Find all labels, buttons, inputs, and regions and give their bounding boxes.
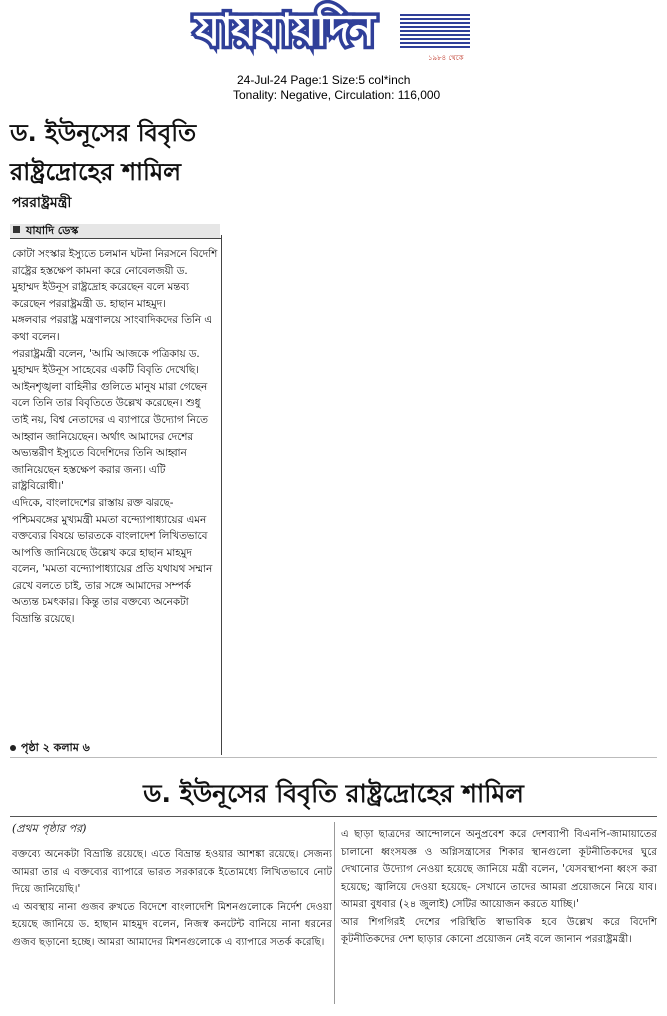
section-divider [10,757,657,758]
newspaper-logo: যায়যায়দিন [195,5,374,56]
continuation-left-column [12,846,332,951]
continuation-right-column [341,826,657,949]
continuation-paragraph: এ ছাড়া ছাত্রদের আন্দোলনে অনুপ্রবেশ করে দেশব্যাপী বিএনপি-জামায়াতের চালানো ধ্বংসযজ্ঞ ও অগ্নিসন্ত্রাসের শিকার স্থানগুলো কূটনীতিকদের ঘুরে দেখানোর উদ্যোগ নেওয়া হয়েছে জানিয়ে মন্ত্রী বলেন, 'যেসবস্থাপনা ধ্বংস করা হয়েছে; জ্বালিয়ে দেওয়া হয়েছে- সেখানে তাদের আমরা প্রয়োজনে নিয়ে যাব। আমরা বুধবার (২৪ জুলাই) সেটির আয়োজন করতে যাচ্ছি।' [341,829,657,910]
byline [10,224,220,238]
column-rule [221,235,222,755]
article-paragraph: এদিকে, বাংলাদেশের রাস্তায় রক্ত ঝরছে-পশ্চিমবঙ্গের মুখ্যমন্ত্রী মমতা বন্দ্যোপাধ্যায়ের এমন বক্তব্যের বিষয়ে ভারতকে বাংলাদেশ লিখিতভাবে আপত্তি জানিয়েছে উল্লেখ করে হাছান মাহমুদ বলেন, 'মমতা বন্দ্যোপাধ্যায়ের প্রতি যথাযথ সম্মান রেখে বলতে চাই, তার সঙ্গে আমাদের সম্পর্ক অত্যন্ত চমৎকার। কিন্তু তার বক্তব্যে অনেকটা বিভ্রান্তি রয়েছে। [12,496,213,626]
headline-line-1: ড. ইউনূসের বিবৃতি [10,119,197,147]
logo-tagline: ১৯৮৪ থেকে [428,54,464,62]
byline-square-icon [13,226,20,233]
article-paragraph: মঙ্গলবার পররাষ্ট্র মন্ত্রণালয়ে সাংবাদিকদের তিনি এ কথা বলেন। [12,314,213,343]
continuation-headline: ড. ইউনূসের বিবৃতি রাষ্ট্রদ্রোহের শামিল [143,779,524,808]
headline-kicker: পররাষ্ট্রমন্ত্রী [12,195,72,211]
continued-from-label: (প্রথম পৃষ্ঠার পর) [12,822,87,835]
continuation-paragraph: বক্তব্যে অনেকটা বিভ্রান্তি রয়েছে। এতে বিভ্রান্ত হওয়ার আশঙ্কা রয়েছে। সেজন্য আমরা তার এ বক্তব্যের ব্যাপারে ভারত সরকারকে ইতোমধ্যে লিখিতভাবে নোট দিয়ে জানিয়েছি।' [12,849,332,895]
bullet-dot-icon [10,745,16,751]
article-paragraph: কোটা সংস্কার ইস্যুতে চলমান ঘটনা নিরসনে বিদেশি রাষ্ট্রের হস্তক্ষেপ কামনা করে নোবেলজয়ী ড. মুহাম্মদ ইউনূস রাষ্ট্রদ্রোহ করেছেন বলে মন্তব্য করেছেন পররাষ্ট্রমন্ত্রী ড. হাছান মাহমুদ। [12,248,218,310]
clip-meta-date-page: 24-Jul-24 Page:1 Size:5 col*inch [237,73,411,87]
article-paragraph: পররাষ্ট্রমন্ত্রী বলেন, 'আমি আজকে পত্রিকায় ড. মুহাম্মদ ইউনূস সাহেবের একটি বিবৃতি দেখেছি। আইনশৃঙ্খলা বাহিনীর গুলিতে মানুষ মারা গেছেন বলে তিনি তার বিবৃতিতে উল্লেখ করেছেন। শুধু তাই নয়, বিশ্ব নেতাদের এ ব্যাপারে উদ্যোগ নিতে আহ্বান জানিয়েছেন। অর্থাৎ আমাদের দেশের অভ্যন্তরীণ ইস্যুতে বিদেশিদের তিনি আহ্বান জানিয়েছেন হস্তক্ষেপ করার জন্য। এটি রাষ্ট্রবিরোধী।' [12,347,208,493]
article-column [12,246,218,628]
byline-text: যাযাদি ডেস্ক [26,224,79,237]
continuation-paragraph: আর শিগগিরই দেশের পরিস্থিতি স্বাভাবিক হবে উল্লেখ করে বিদেশি কূটনীতিকদের দেশ ছাড়ার কোনো প্রয়োজন নেই বলে জানান পররাষ্ট্রমন্ত্রী। [341,916,657,945]
continuation-rule [10,816,657,817]
jump-reference [10,740,90,756]
clip-meta-tonality: Tonality: Negative, Circulation: 116,000 [233,88,441,102]
continuation-column-rule [334,822,335,1004]
jump-text: পৃষ্ঠা ২ কলাম ৬ [21,741,90,754]
continuation-paragraph: এ অবস্থায় নানা গুজব রুখতে বিদেশে বাংলাদেশি মিশনগুলোকে নির্দেশ দেওয়া হয়েছে জানিয়ে ড. হাছান মাহমুদ বলেন, নিজস্ব কনটেন্ট বানিয়ে নানা ধরনের গুজব ছড়ানো হচ্ছে। আমরা আমাদের মিশনগুলোকে এ ব্যাপারে সতর্ক করেছি। [12,901,332,948]
byline-rule [10,238,221,239]
headline-line-2: রাষ্ট্রদ্রোহের শামিল [10,158,182,186]
